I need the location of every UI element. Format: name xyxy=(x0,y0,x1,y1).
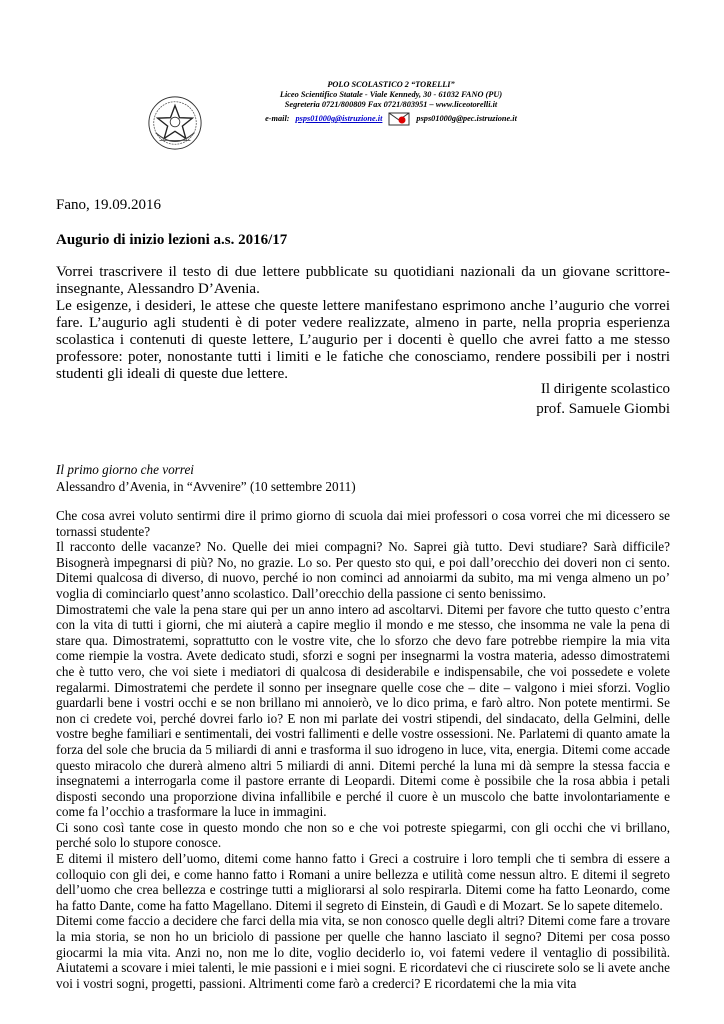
email-label: e-mail: xyxy=(265,114,290,123)
letter-body xyxy=(56,508,670,991)
letter-paragraph-1: Che cosa avrei voluto sentirmi dire il primo giorno di scuola dai miei professori o cosa vorrei che mi dicessero se tornassi studente? xyxy=(56,508,670,539)
article-source: Alessandro d’Avenia, in “Avvenire” (10 settembre 2011) xyxy=(56,479,356,494)
intro-paragraph-1: Vorrei trascrivere il testo di due lettere pubblicate su quotidiani nazionali da un giovane scrittore-insegnante, Alessandro D’Avenia. xyxy=(56,264,670,297)
intro-paragraph-2: Le esigenze, i desideri, le attese che queste lettere manifestano esprimono anche l’augurio che vorrei fare. L’augurio agli studenti è di poter vedere realizzate, almeno in parte, nella propria esperienza scolastica i contenuti di queste lettere, L’augurio per i docenti è quello che avrei fatto a me stesso professore: poter, nonostante tutti i limiti e le fatiche che conosciamo, rendere possibili per i nostri studenti gli ideali di queste due lettere. xyxy=(56,298,670,382)
letter-paragraph-3: Dimostratemi che vale la pena stare qui per un anno intero ad ascoltarvi. Ditemi per favore che tutto questo c’entra con la vita di tutti i giorni, che mi aiuterà a capire meglio il mondo e me stesso, che insomma ne vale la pena di stare qua. Dimostratemi, soprattutto con le vostre vite, che lo sforzo che devo fare potrebbe riempire la mia vita come riempie la vostra. Avete dedicato studi, sforzi e sogni per insegnarmi la vostra materia, adesso dimostratemi che è tutto vero, che voi siete i mediatori di qualcosa di desiderabile e indispensabile, che voi possedete e volete regalarmi. Dimostratemi che perdete il sonno per insegnare quelle cose che – dite – valgono i miei sforzi. Voglio guardarli bene i vostri occhi e se non brillano mi annoierò, ve lo dico prima, e farò altro. Non potete mentirmi. Se non ci credete voi, perché dovrei farlo io? E non mi parlate dei vostri stipendi, del sindacato, della Gelmini, delle vostre beghe familiari e sentimentali, dei vostri fallimenti e delle vostre ossessioni. Ne. Parlatemi di quanto amate la forza del sole che brucia da 5 miliardi di anni e trasforma il suo idrogeno in luce, vita, energia. Ditemi come accade questo miracolo che durerà almeno altri 5 miliardi di anni. Ditemi perché la luna mi dà sempre la stessa faccia e insegnatemi a interrogarla come il pastore errante di Leopardi. Ditemi come è possibile che la rosa abbia i petali disposti secondo una proporzione divina infallibile e perché il cuore è un muscolo che batte involontariamente e come fa l’occhio a trasformare la luce in immagini. xyxy=(56,601,670,820)
email-line xyxy=(226,112,556,126)
letter-paragraph-6: Ditemi come faccio a decidere che farci della mia vita, se non conosco quelle degli altri? Ditemi come fare a trovare la mia storia, se non ho un briciolo di passione per quelle che hanno lasciato il segno? Ditemi per cosa posso giocarmi la mia vita. Anzi no, non me lo dite, voglio deciderlo io, voi fatemi vedere il ventaglio di possibilità. Aiutatemi a scovare i miei talenti, le mie passioni e i miei sogni. E ricordatevi che ci riuscirete solo se li avete anche voi i vostri sogni, progetti, passioni. Altrimenti come farò a crederci? E ricordatemi che la mia vita xyxy=(56,913,670,991)
pec-address: psps01000g@pec.istruzione.it xyxy=(416,114,517,123)
article-title: Il primo giorno che vorrei xyxy=(56,462,194,477)
signature-block xyxy=(536,379,670,419)
letter-paragraph-2: Il racconto delle vacanze? No. Quelle dei miei compagni? No. Saprei già tutto. Devi studiare? Sarà difficile? Bisognerà impegnarsi di più? No, no grazie. Lo so. Per questo sto qui, e poi dall’orecchio dei doveri non ci sento. Ditemi qualcosa di diverso, di nuovo, perché io non cominci ad annoiarmi da subito, ma mi venga almeno un po’ voglia di cominciarlo quest’anno scolastico. Dall’orecchio della passione ci sento benissimo. xyxy=(56,539,670,601)
letterhead xyxy=(226,80,556,126)
school-contacts: Segreteria 0721/800809 Fax 0721/803951 – www.liceotorelli.it xyxy=(284,100,498,109)
letter-paragraph-5: E ditemi il mistero dell’uomo, ditemi come hanno fatto i Greci a costruire i loro templi che ti sembra di essere a colloquio con gli dei, e come hanno fatto i Romani a unire bellezza e utilità come nessun altro. E ditemi il segreto dell’uomo che crea bellezza e costringe tutti a migliorarsi al solo respirarla. Ditemi come ha fatto Leonardo, come ha fatto Dante, come ha fatto Magellano. Ditemi il segreto di Einstein, di Gaudì e di Mozart. Se lo sapete ditemelo. xyxy=(56,851,670,913)
signature-name: prof. Samuele Giombi xyxy=(536,401,670,417)
letter-subject: Augurio di inizio lezioni a.s. 2016/17 xyxy=(56,232,288,248)
school-address: Liceo Scientifico Statale - Viale Kennedy, 30 - 61032 FANO (PU) xyxy=(279,90,503,99)
letter-date: Fano, 19.09.2016 xyxy=(56,197,161,213)
pec-mail-icon xyxy=(388,112,410,126)
school-name: POLO SCOLASTICO 2 “TORELLI” xyxy=(327,80,455,89)
republic-emblem-icon xyxy=(146,94,204,152)
intro-text xyxy=(56,264,670,383)
signature-role: Il dirigente scolastico xyxy=(540,381,670,397)
email-link[interactable]: psps01000g@istruzione.it xyxy=(295,114,383,123)
letter-paragraph-4: Ci sono così tante cose in questo mondo che non so e che voi potreste spiegarmi, con gli occhi che vi brillano, perché solo lo stupore conosce. xyxy=(56,819,670,851)
